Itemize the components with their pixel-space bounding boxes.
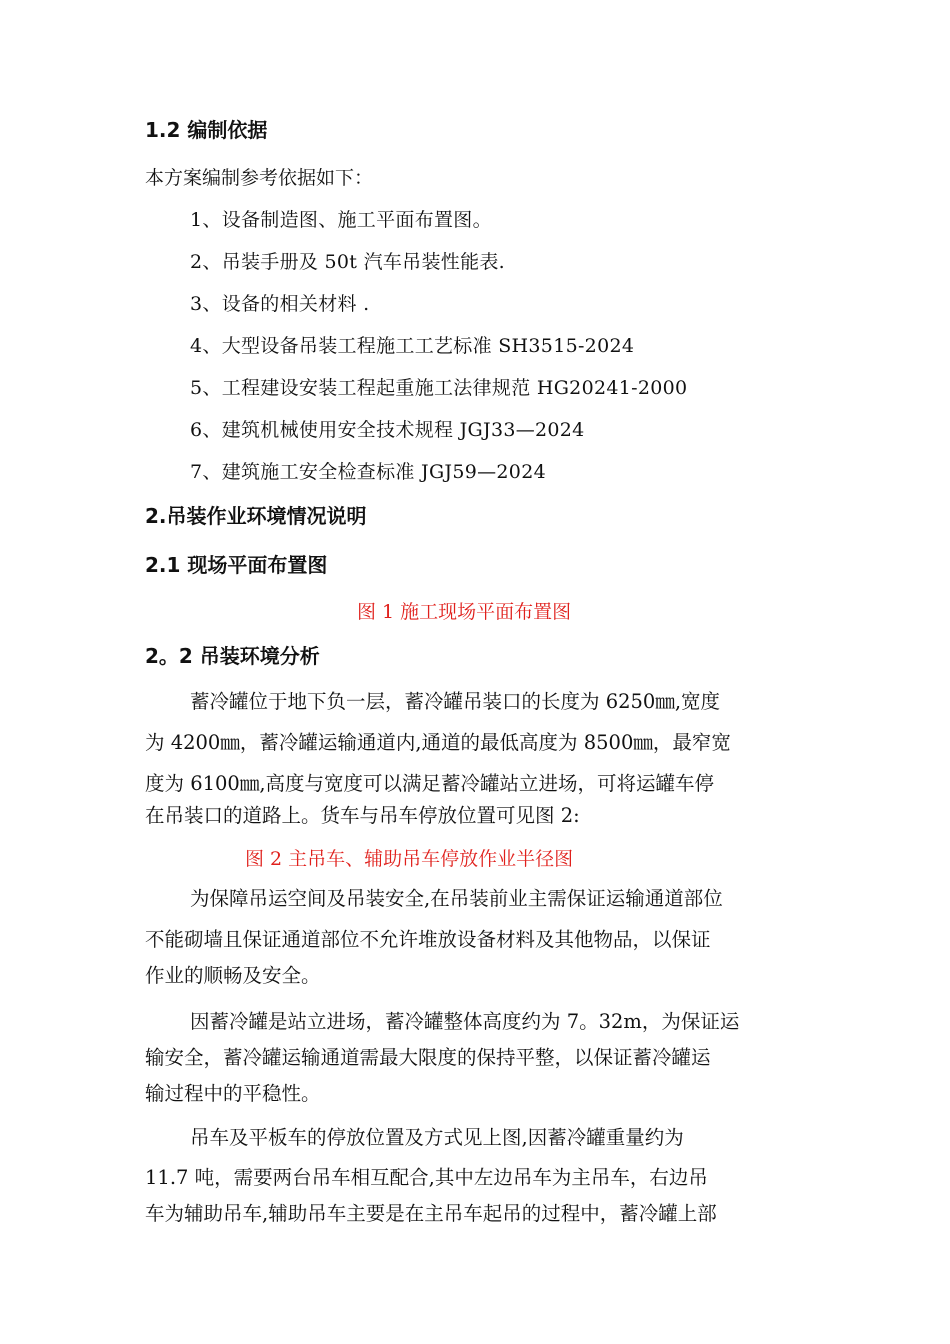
reference-item: 7、建筑施工安全检查标准 JGJ59—2024 — [190, 461, 546, 483]
figure-2-caption: 图 2 主吊车、辅助吊车停放作业半径图 — [245, 848, 574, 870]
figure-1-caption: 图 1 施工现场平面布置图 — [357, 601, 572, 623]
paragraph-line: 因蓄冷罐是站立进场，蓄冷罐整体高度约为 7。32m，为保证运 — [190, 1010, 740, 1033]
heading-2: 2.吊装作业环境情况说明 — [145, 504, 367, 528]
paragraph-line: 蓄冷罐位于地下负一层，蓄冷罐吊装口的长度为 6250㎜,宽度 — [190, 690, 721, 713]
paragraph-line: 车为辅助吊车,辅助吊车主要是在主吊车起吊的过程中，蓄冷罐上部 — [145, 1202, 717, 1225]
reference-item: 3、设备的相关材料 . — [190, 293, 370, 315]
paragraph-line: 输过程中的平稳性。 — [145, 1082, 321, 1105]
heading-1-2: 1.2 编制依据 — [145, 118, 268, 142]
reference-item: 6、建筑机械使用安全技术规程 JGJ33—2024 — [190, 419, 585, 441]
paragraph-line: 作业的顺畅及安全。 — [145, 964, 321, 987]
paragraph-line: 为 4200㎜，蓄冷罐运输通道内,通道的最低高度为 8500㎜，最窄宽 — [145, 731, 731, 754]
paragraph-line: 在吊装口的道路上。货车与吊车停放位置可见图 2: — [145, 804, 580, 827]
paragraph-line: 输安全，蓄冷罐运输通道需最大限度的保持平整，以保证蓄冷罐运 — [145, 1046, 711, 1069]
paragraph-line: 不能砌墙且保证通道部位不允许堆放设备材料及其他物品，以保证 — [145, 928, 711, 951]
heading-2-1: 2.1 现场平面布置图 — [145, 553, 328, 577]
paragraph-line: 吊车及平板车的停放位置及方式见上图,因蓄冷罐重量约为 — [190, 1126, 684, 1149]
intro-line: 本方案编制参考依据如下： — [145, 167, 374, 189]
paragraph-line: 11.7 吨，需要两台吊车相互配合,其中左边吊车为主吊车，右边吊 — [145, 1166, 708, 1189]
reference-item: 2、吊装手册及 50t 汽车吊装性能表. — [190, 251, 506, 273]
paragraph-line: 为保障吊运空间及吊装安全,在吊装前业主需保证运输通道部位 — [190, 887, 723, 910]
heading-2-2: 2。2 吊装环境分析 — [145, 644, 320, 668]
reference-item: 1、设备制造图、施工平面布置图。 — [190, 209, 492, 231]
reference-item: 4、大型设备吊装工程施工工艺标准 SH3515-2024 — [190, 335, 635, 357]
reference-item: 5、工程建设安装工程起重施工法律规范 HG20241-2000 — [190, 377, 688, 399]
paragraph-line: 度为 6100㎜,高度与宽度可以满足蓄冷罐站立进场，可将运罐车停 — [145, 772, 715, 795]
